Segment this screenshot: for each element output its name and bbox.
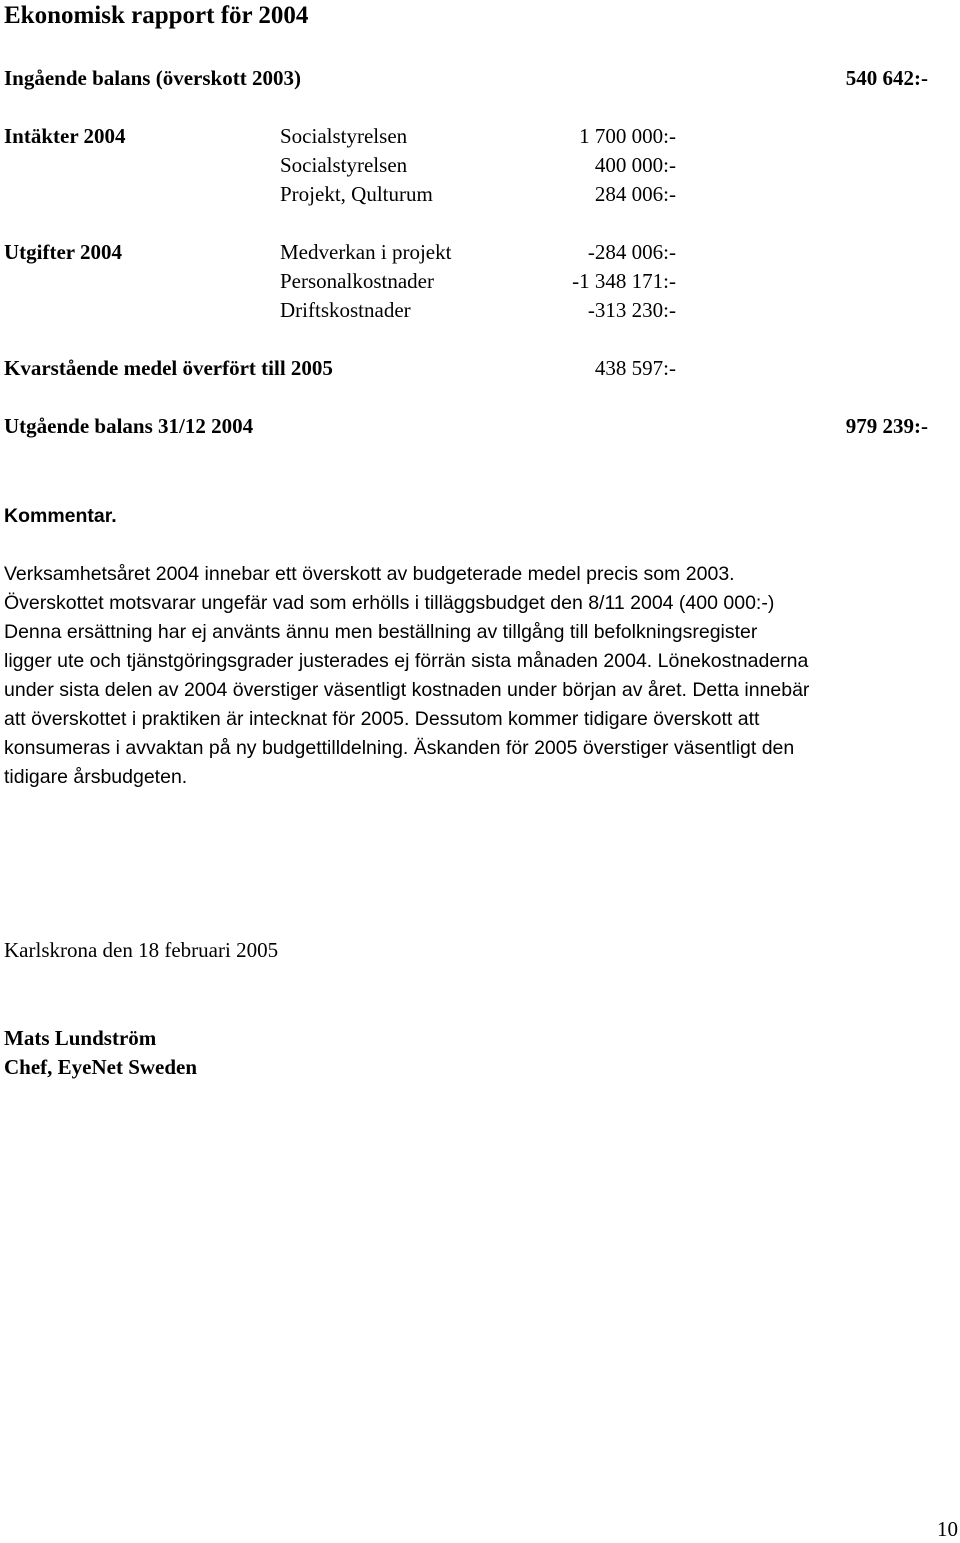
report-title: Ekonomisk rapport för 2004 <box>4 2 309 29</box>
expenses-label: Utgifter 2004 <box>4 240 122 264</box>
comment-line: konsumeras i avvaktan på ny budgettilldelning. Äskanden för 2005 överstiger väsentligt den <box>4 737 795 759</box>
income-row-amount: 400 000:- <box>594 153 676 177</box>
comment-line: Denna ersättning har ej använts ännu men beställning av tillgång till befolkningsregister <box>4 621 758 643</box>
closing-balance-value: 979 239:- <box>845 414 928 438</box>
comment-line: ligger ute och tjänstgöringsgrader justerades ej förrän sista månaden 2004. Lönekostnaderna <box>4 650 809 672</box>
page-number: 10 <box>937 1517 958 1541</box>
opening-balance-value: 540 642:- <box>845 66 928 90</box>
place-and-date: Karlskrona den 18 februari 2005 <box>4 938 279 962</box>
comment-line: tidigare årsbudgeten. <box>4 766 188 788</box>
closing-balance-label: Utgående balans 31/12 2004 <box>4 414 254 438</box>
income-row-desc: Socialstyrelsen <box>280 153 408 177</box>
expense-row-amount: -313 230:- <box>587 298 676 322</box>
income-row-desc: Projekt, Qulturum <box>280 182 433 206</box>
comment-line: att överskottet i praktiken är intecknat för 2005. Dessutom kommer tidigare överskott att <box>4 708 760 730</box>
income-row-amount: 284 006:- <box>594 182 676 206</box>
expense-row-amount: -1 348 171:- <box>572 269 676 293</box>
expense-row-desc: Personalkostnader <box>280 269 434 293</box>
comment-body <box>4 560 954 792</box>
income-row-amount: 1 700 000:- <box>579 124 676 148</box>
signature-name: Mats Lundström <box>4 1026 157 1050</box>
expense-row-amount: -284 006:- <box>587 240 676 264</box>
comment-line: Verksamhetsåret 2004 innebar ett överskott av budgeterade medel precis som 2003. <box>4 563 735 585</box>
comment-line: under sista delen av 2004 överstiger väsentligt kostnaden under början av året. Detta innebär <box>4 679 810 701</box>
income-label: Intäkter 2004 <box>4 124 126 148</box>
income-row-desc: Socialstyrelsen <box>280 124 408 148</box>
remaining-funds-value: 438 597:- <box>594 356 676 380</box>
expense-row-desc: Driftskostnader <box>280 298 411 322</box>
comment-heading: Kommentar. <box>4 505 117 527</box>
remaining-funds-label: Kvarstående medel överfört till 2005 <box>4 356 333 380</box>
comment-line: Överskottet motsvarar ungefär vad som erhölls i tilläggsbudget den 8/11 2004 (400 000:-) <box>4 592 775 614</box>
opening-balance-label: Ingående balans (överskott 2003) <box>4 66 301 90</box>
signature-role: Chef, EyeNet Sweden <box>4 1055 198 1079</box>
expense-row-desc: Medverkan i projekt <box>280 240 452 264</box>
